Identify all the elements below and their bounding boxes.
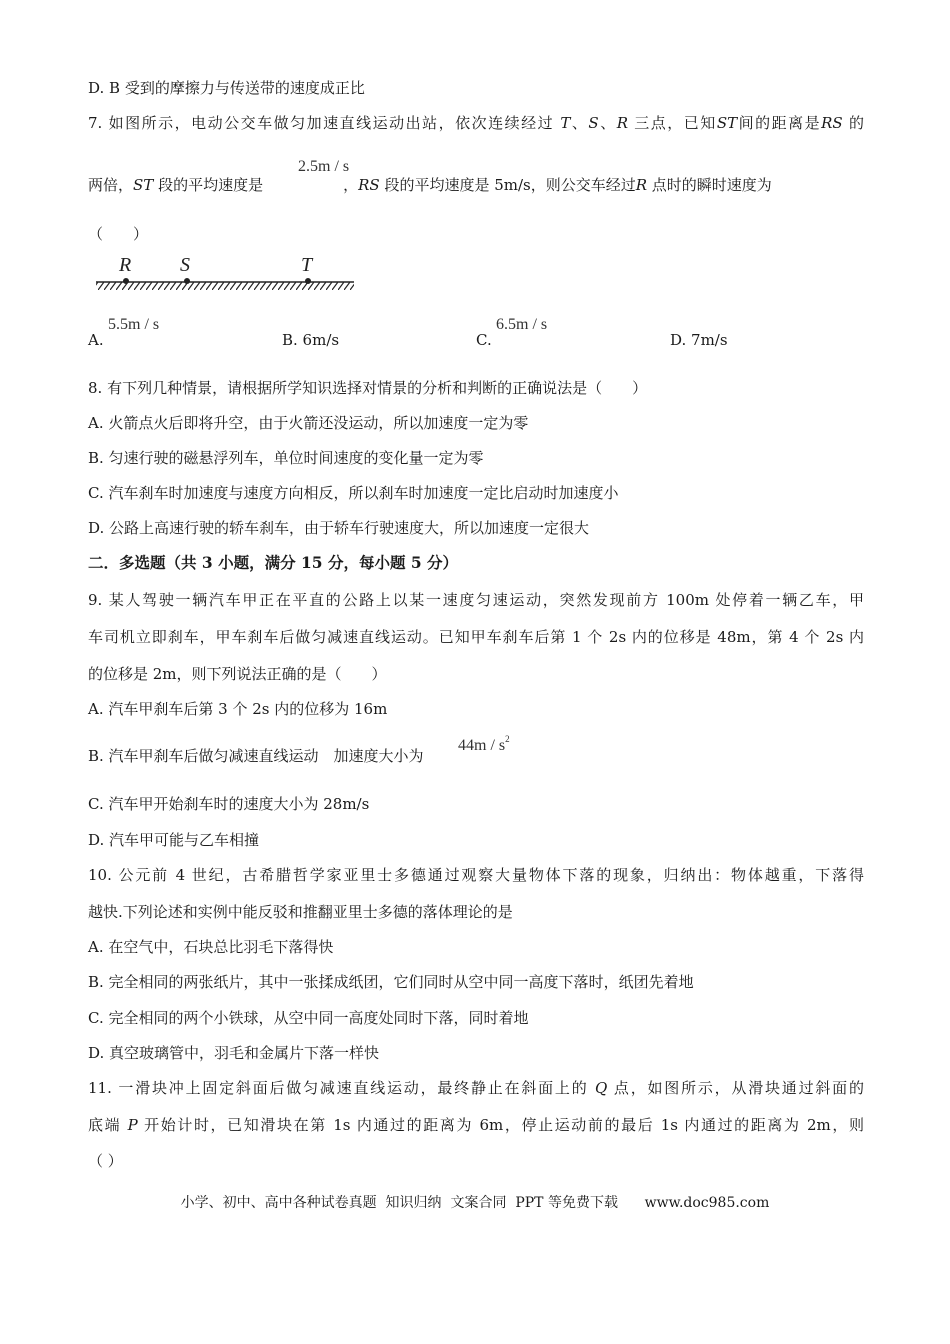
q9-option-b: B. 汽车甲刹车后做匀减速直线运动 加速度大小为 xyxy=(88,747,424,765)
formula-option-a: 5.5m / s xyxy=(108,316,160,333)
point-s-dot xyxy=(184,278,190,284)
formula-acceleration: $44m / s^2$ xyxy=(458,734,510,754)
formula-avg-speed-st: 2.5m / s xyxy=(298,158,350,175)
label-t: T xyxy=(301,254,313,276)
q8-stem: 8. 有下列几种情景，请根据所学知识选择对情景的分析和判断的正确说法是（ ） xyxy=(88,379,648,397)
q8-option-d: D. 公路上高速行驶的轿车刹车，由于轿车行驶速度大，所以加速度一定很大 xyxy=(88,519,590,537)
q8-option-c: C. 汽车刹车时加速度与速度方向相反，所以刹车时加速度一定比启动时加速度小 xyxy=(88,484,619,502)
q9-stem-line1: 9. 某人驾驶一辆汽车甲正在平直的公路上以某一速度匀速运动，突然发现前方 100m 处停着一辆乙车，甲 xyxy=(88,591,864,609)
q10-option-c: C. 完全相同的两个小铁球，从空中同一高度处同时下落，同时着地 xyxy=(88,1009,529,1027)
q9-stem-line3: 的位移是 2m，则下列说法正确的是（ ） xyxy=(88,665,387,683)
q9-option-a: A. 汽车甲刹车后第 3 个 2s 内的位移为 16m xyxy=(88,700,388,718)
label-s: S xyxy=(180,254,190,276)
point-r-dot xyxy=(123,278,129,284)
q7-option-c: C. xyxy=(476,331,492,349)
label-r: R xyxy=(119,254,132,276)
q11-stem-line3: （ ） xyxy=(88,1152,123,1170)
q7-stem-line1: 7. 如图所示，电动公交车做匀加速直线运动出站，依次连续经过 T、S、R 三点，已知ST间的距离是RS 的 xyxy=(88,114,864,132)
q9-stem-line2: 车司机立即刹车，甲车刹车后做匀减速直线运动。已知甲车刹车后第 1 个 2s 内的位移是 48m，第 4 个 2s 内 xyxy=(88,628,864,646)
point-t-dot xyxy=(305,278,311,284)
q9-option-c: C. 汽车甲开始刹车时的速度大小为 28m/s xyxy=(88,795,370,813)
q6-option-d: D. B 受到的摩擦力与传送带的速度成正比 xyxy=(88,79,365,97)
section-2-heading: 二．多选题（共 3 小题，满分 15 分，每小题 5 分） xyxy=(88,553,459,572)
q7-option-b: B. 6m/s xyxy=(282,331,340,349)
q8-option-b: B. 匀速行驶的磁悬浮列车，单位时间速度的变化量一定为零 xyxy=(88,449,484,467)
q10-stem-line1: 10. 公元前 4 世纪，古希腊哲学家亚里士多德通过观察大量物体下落的现象，归纳出：物体越重，下落得 xyxy=(88,866,864,884)
q11-stem-line1: 11. 一滑块冲上固定斜面后做匀减速直线运动，最终静止在斜面上的 Q 点，如图所示，从滑块通过斜面的 xyxy=(88,1079,864,1097)
q10-option-d: D. 真空玻璃管中，羽毛和金属片下落一样快 xyxy=(88,1044,380,1062)
q7-option-d: D. 7m/s xyxy=(670,331,728,349)
q7-paren: （ ） xyxy=(88,225,149,243)
q7-stem-line2: 两倍，ST 段的平均速度是 ，RS 段的平均速度是 5m/s，则公交车经过R 点时的瞬时速度为 xyxy=(88,176,772,194)
ground-hatching xyxy=(96,282,354,290)
q11-stem-line2: 底端 P 开始计时，已知滑块在第 1s 内通过的距离为 6m，停止运动前的最后 1s 内通过的距离为 2m，则 xyxy=(88,1116,864,1134)
q7-figure xyxy=(92,250,362,298)
q7-option-a: A. xyxy=(88,331,104,349)
formula-option-c: 6.5m / s xyxy=(496,316,548,333)
q9-option-d: D. 汽车甲可能与乙车相撞 xyxy=(88,831,260,849)
q10-stem-line2: 越快.下列论述和实例中能反驳和推翻亚里士多德的落体理论的是 xyxy=(88,903,513,921)
q10-option-b: B. 完全相同的两张纸片，其中一张揉成纸团，它们同时从空中同一高度下落时，纸团先着地 xyxy=(88,973,694,991)
q10-option-a: A. 在空气中，石块总比羽毛下落得快 xyxy=(88,938,334,956)
ground-diagram xyxy=(92,250,362,298)
q8-option-a: A. 火箭点火后即将升空，由于火箭还没运动，所以加速度一定为零 xyxy=(88,414,529,432)
page-footer: 小学、初中、高中各种试卷真题 知识归纳 文案合同 PPT 等免费下载 www.doc985.com xyxy=(180,1195,770,1211)
